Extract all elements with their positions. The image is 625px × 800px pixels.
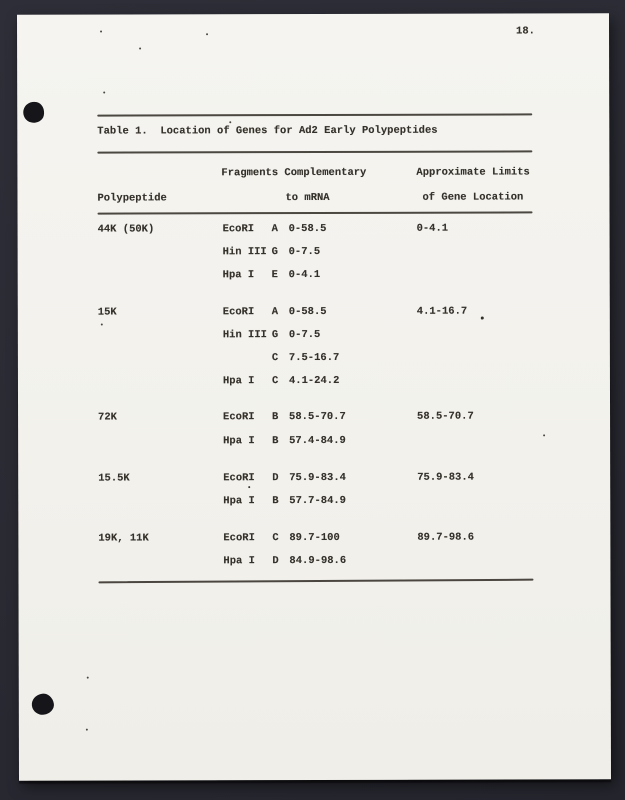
enzyme-cell: EcoRI	[222, 306, 255, 319]
enzyme-cell: EcoRI	[222, 223, 255, 236]
fragment-cell: D	[272, 472, 279, 485]
table-row	[18, 530, 610, 546]
ink-speck	[206, 33, 208, 35]
fragment-cell: D	[272, 555, 279, 568]
header-limits-line1: Approximate Limits	[416, 166, 530, 179]
table-bottom-rule	[98, 579, 533, 584]
enzyme-cell: EcoRI	[223, 532, 255, 545]
enzyme-cell: Hin III	[222, 246, 267, 259]
fragment-cell: C	[272, 532, 279, 545]
fragment-cell: G	[271, 246, 278, 259]
table-row	[18, 470, 610, 486]
polypeptide-cell: 15K	[97, 306, 117, 319]
header-polypeptide: Polypeptide	[97, 192, 167, 205]
range-cell: 58.5-70.7	[289, 410, 346, 424]
limits-cell: 75.9-83.4	[417, 471, 474, 484]
fragment-cell: C	[271, 375, 279, 388]
ink-speck	[248, 486, 250, 488]
range-cell: 0-7.5	[288, 245, 321, 259]
hole-punch-mark	[21, 100, 46, 125]
ink-speck	[229, 121, 231, 123]
table-row	[18, 433, 610, 449]
enzyme-cell: Hin III	[222, 329, 267, 342]
table-title: Table 1. Location of Genes for Ad2 Early Polypeptides	[97, 124, 438, 138]
enzyme-cell: Hpa I	[223, 495, 255, 508]
table-row	[18, 244, 610, 260]
table-row	[18, 327, 610, 343]
table-row	[18, 221, 610, 237]
enzyme-cell: Hpa I	[223, 555, 255, 568]
fragment-cell: B	[272, 495, 279, 508]
header-limits-line2: of Gene Location	[422, 191, 524, 204]
range-cell: 75.9-83.4	[289, 471, 346, 485]
table-row	[18, 267, 610, 283]
enzyme-cell: Hpa I	[222, 269, 255, 282]
header-fragments-line1: Fragments Complementary	[221, 166, 367, 180]
range-cell: 0-58.5	[288, 305, 327, 319]
limits-cell: 4.1-16.7	[416, 305, 468, 318]
polypeptide-cell: 72K	[98, 411, 117, 424]
table-row	[18, 373, 610, 389]
ink-speck	[101, 324, 103, 326]
enzyme-cell: Hpa I	[223, 435, 255, 448]
fragment-cell: A	[271, 306, 279, 319]
limits-cell: 89.7-98.6	[417, 531, 475, 544]
enzyme-cell: EcoRI	[223, 411, 255, 424]
fragment-cell: C	[271, 352, 279, 365]
table-row	[18, 304, 610, 320]
ink-speck	[103, 92, 105, 94]
table-top-rule	[97, 113, 532, 116]
table-row	[18, 493, 610, 509]
range-cell: 89.7-100	[289, 531, 340, 545]
table-row	[18, 409, 610, 425]
fragment-cell: E	[271, 269, 279, 282]
document-page	[17, 13, 611, 781]
range-cell: 0-4.1	[288, 268, 321, 282]
range-cell: 57.4-84.9	[289, 434, 346, 448]
enzyme-cell: Hpa I	[222, 375, 255, 388]
range-cell: 84.9-98.6	[289, 554, 347, 568]
range-cell: 0-7.5	[288, 328, 321, 342]
table-row	[18, 553, 610, 569]
ink-speck	[87, 677, 89, 679]
table-row	[18, 350, 610, 366]
range-cell: 7.5-16.7	[288, 351, 340, 365]
page-number: 18.	[516, 25, 535, 38]
range-cell: 4.1-24.2	[288, 374, 340, 388]
range-cell: 57.7-84.9	[289, 494, 347, 508]
ink-speck	[100, 31, 102, 33]
fragment-cell: B	[272, 435, 279, 448]
header-fragments-line2: to mRNA	[285, 191, 330, 205]
fragment-cell: G	[271, 329, 279, 342]
fragment-cell: A	[271, 223, 278, 236]
enzyme-cell: EcoRI	[223, 472, 255, 485]
title-underline-rule	[97, 150, 532, 153]
ink-speck	[86, 729, 88, 731]
fragment-cell: B	[272, 411, 279, 424]
limits-cell: 58.5-70.7	[417, 410, 474, 423]
polypeptide-cell: 44K (50K)	[97, 223, 155, 236]
polypeptide-cell: 19K, 11K	[98, 532, 149, 545]
ink-speck	[139, 47, 141, 49]
hole-punch-mark	[30, 692, 55, 716]
range-cell: 0-58.5	[288, 222, 327, 236]
polypeptide-cell: 15.5K	[98, 472, 130, 485]
limits-cell: 0-4.1	[416, 222, 449, 235]
header-underline-rule	[98, 211, 533, 214]
